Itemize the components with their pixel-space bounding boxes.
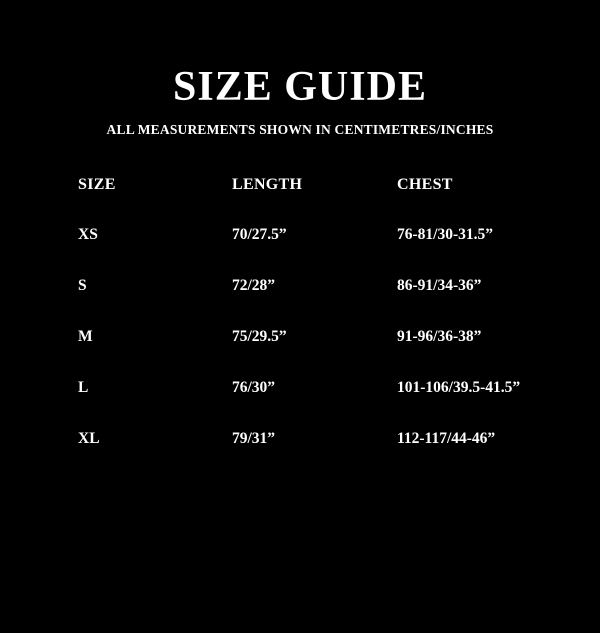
table-row	[78, 328, 578, 379]
cell-chest: 101-106/39.5-41.5”	[397, 379, 521, 396]
cell-length: 76/30”	[232, 379, 276, 396]
cell-chest: 91-96/36-38”	[397, 328, 482, 345]
table-row	[78, 379, 578, 430]
cell-length: 72/28”	[232, 277, 276, 294]
cell-size: XS	[78, 226, 98, 243]
cell-size: S	[78, 277, 87, 294]
column-header-length: LENGTH	[232, 176, 303, 193]
table-row	[78, 226, 578, 277]
cell-chest: 86-91/34-36”	[397, 277, 482, 294]
column-header-size: SIZE	[78, 176, 116, 193]
table-row	[78, 430, 578, 481]
cell-chest: 112-117/44-46”	[397, 430, 496, 447]
cell-chest: 76-81/30-31.5”	[397, 226, 494, 243]
table-row	[78, 277, 578, 328]
page-title: SIZE GUIDE	[173, 64, 427, 110]
cell-size: XL	[78, 430, 100, 447]
cell-length: 70/27.5”	[232, 226, 287, 243]
page-subtitle: ALL MEASUREMENTS SHOWN IN CENTIMETRES/INCHES	[106, 122, 494, 137]
size-guide-table	[78, 176, 578, 481]
table-header-row	[78, 176, 578, 226]
cell-size: L	[78, 379, 89, 396]
column-header-chest: CHEST	[397, 176, 453, 193]
cell-length: 79/31”	[232, 430, 276, 447]
cell-length: 75/29.5”	[232, 328, 287, 345]
cell-size: M	[78, 328, 93, 345]
